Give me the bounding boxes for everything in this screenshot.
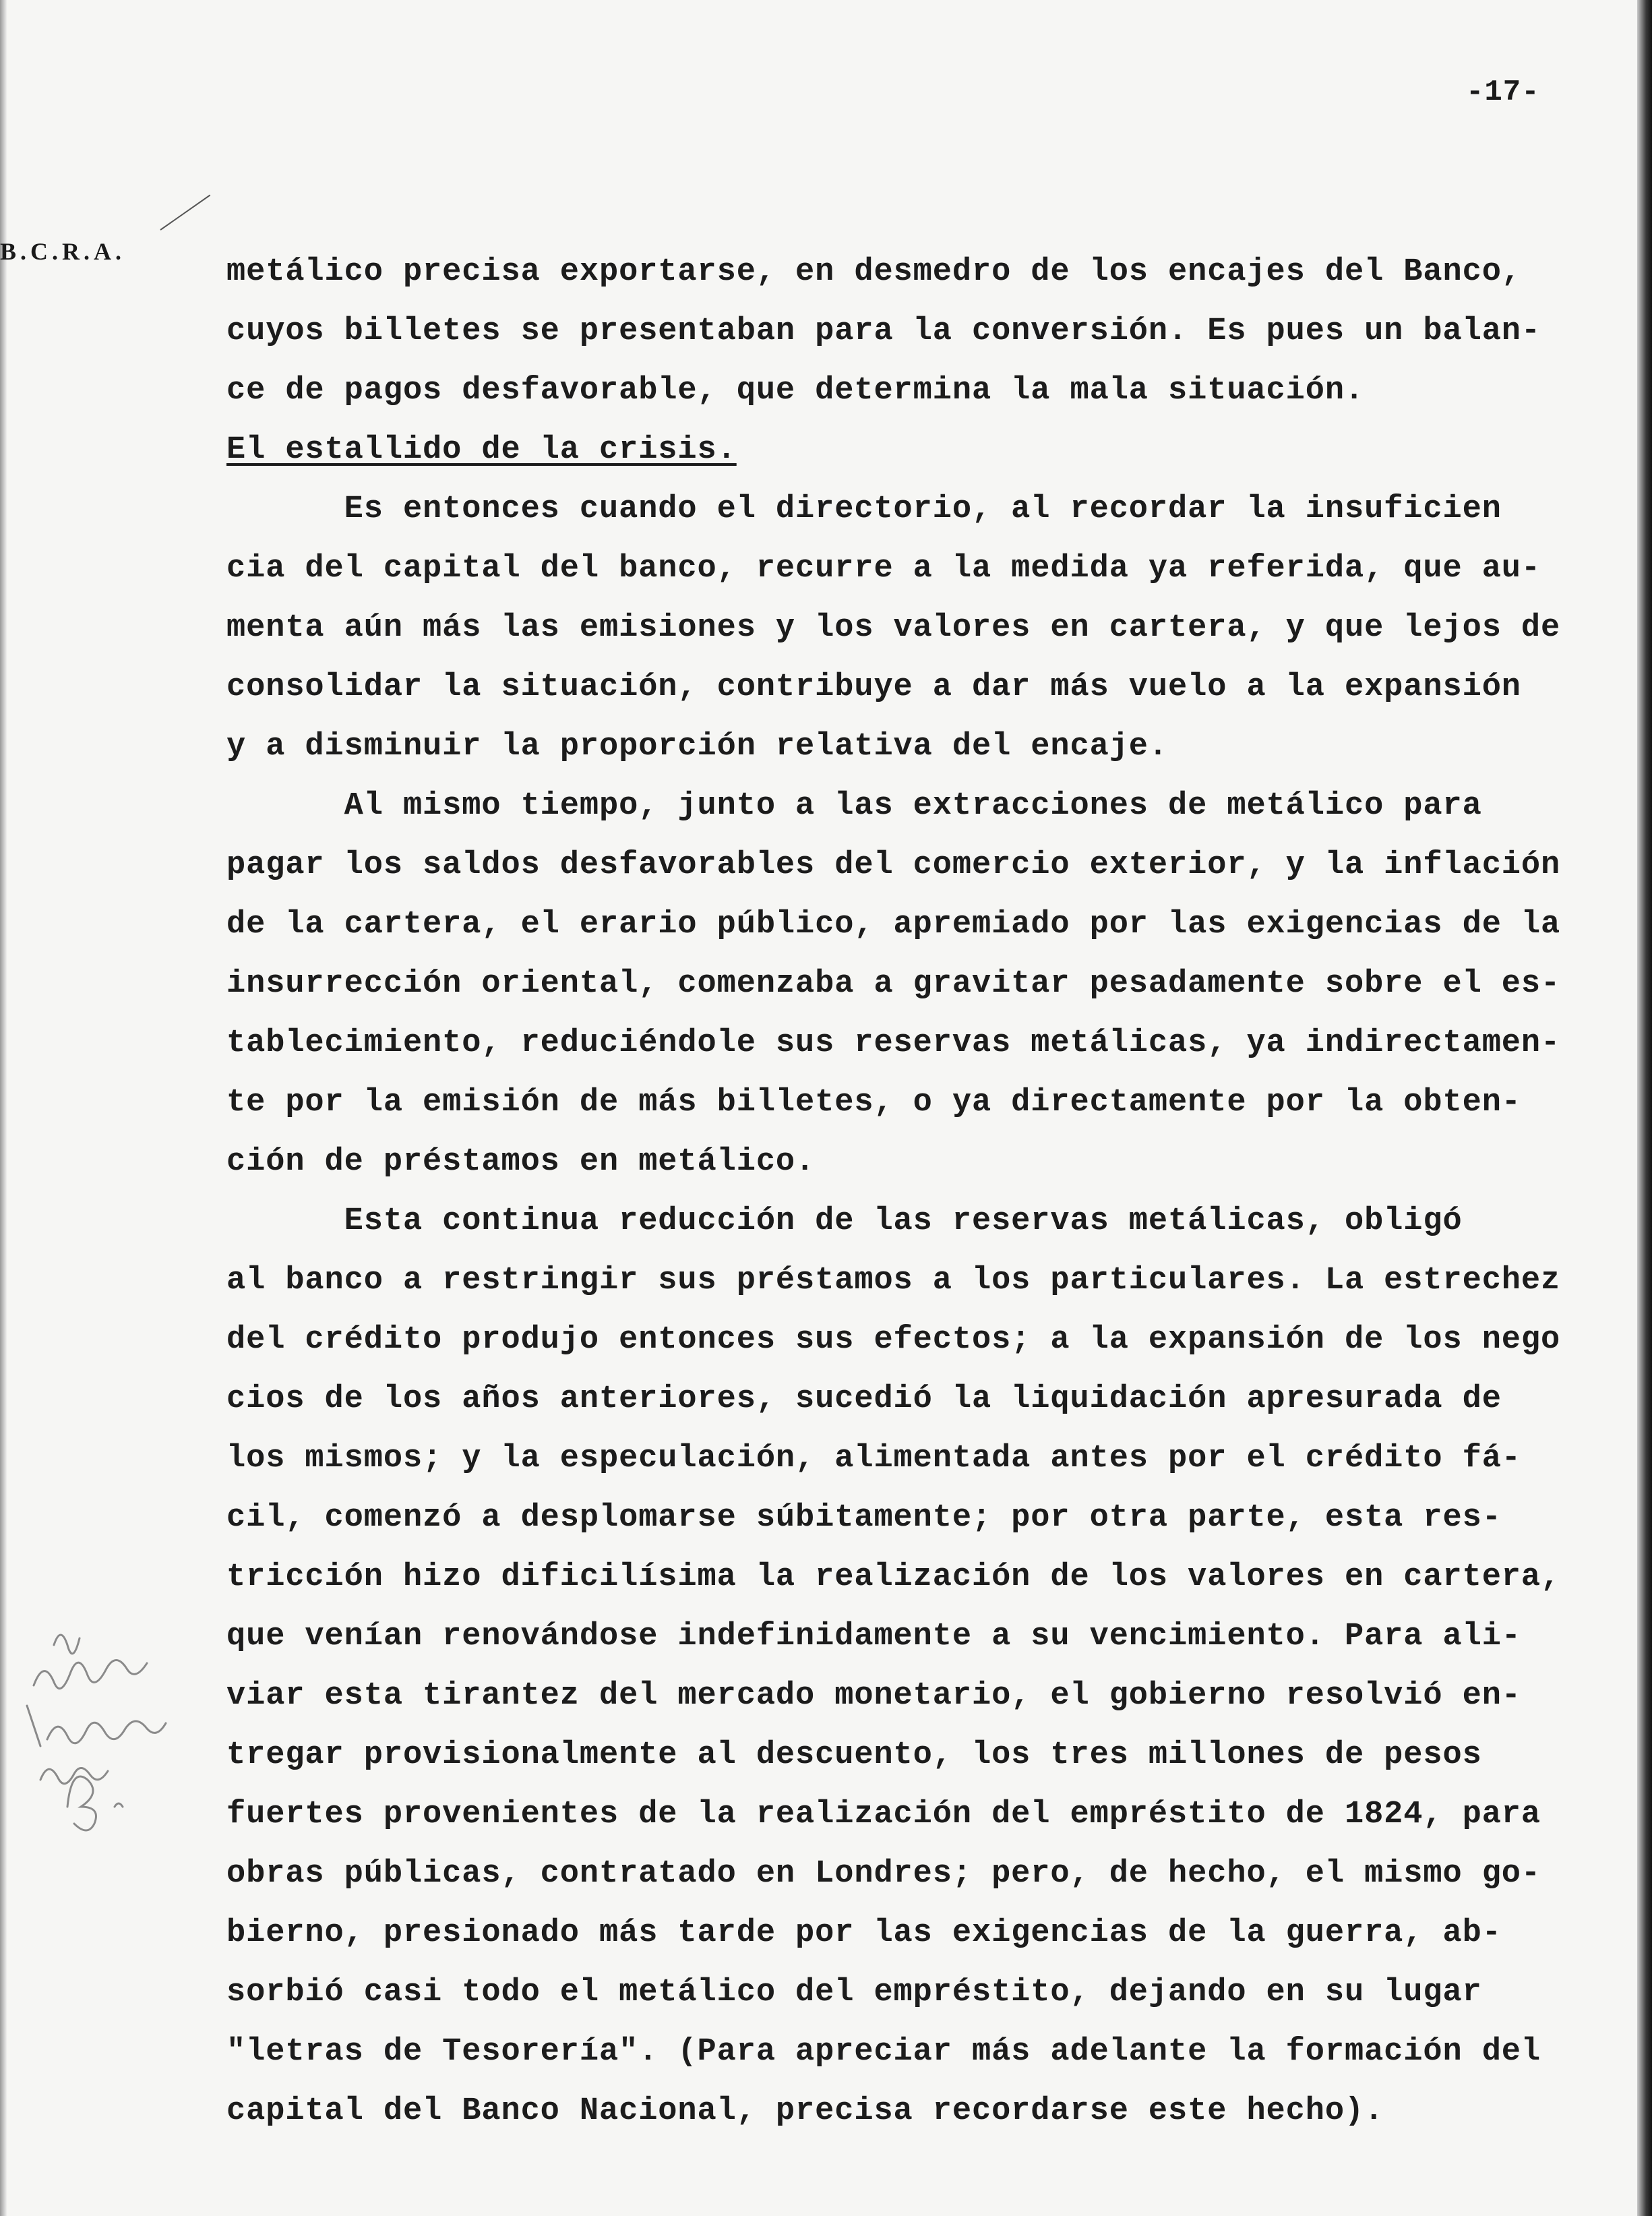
text-line: "letras de Tesorería". (Para apreciar más adelante la formación del <box>226 2034 1541 2070</box>
text-line: metálico precisa exportarse, en desmedro de los encajes del Banco, <box>226 254 1521 290</box>
text-line: y a disminuir la proporción relativa del encaje. <box>226 729 1169 765</box>
section-heading: El estallido de la crisis. <box>226 432 737 468</box>
scan-edge-right <box>1637 0 1652 2216</box>
bcra-stamp: B.C.R.A. <box>0 238 126 265</box>
text-line: cia del capital del banco, recurre a la medida ya referida, que au- <box>226 551 1541 587</box>
text-line: Esta continua reducción de las reservas metálicas, obligó <box>226 1203 1463 1239</box>
text-line: cil, comenzó a desplomarse súbitamente; por otra parte, esta res- <box>226 1500 1502 1536</box>
text-line: Al mismo tiempo, junto a las extracciones de metálico para <box>226 788 1482 824</box>
scan-edge-left <box>0 0 7 2216</box>
text-line: de la cartera, el erario público, apremiado por las exigencias de la <box>226 907 1561 942</box>
text-line: insurrección oriental, comenzaba a gravitar pesadamente sobre el es- <box>226 966 1561 1002</box>
text-line: los mismos; y la especulación, alimentada antes por el crédito fá- <box>226 1441 1521 1476</box>
handwritten-margin-note-icon <box>7 1605 222 1888</box>
text-line: pagar los saldos desfavorables del comercio exterior, y la inflación <box>226 847 1561 883</box>
text-line: tricción hizo dificilísima la realización de los valores en cartera, <box>226 1559 1561 1595</box>
handwritten-scribble-icon <box>7 1605 222 1888</box>
text-line: sorbió casi todo el metálico del empréstito, dejando en su lugar <box>226 1975 1482 2010</box>
section-heading-line <box>226 421 1622 480</box>
text-line: capital del Banco Nacional, precisa recordarse este hecho). <box>226 2093 1384 2129</box>
text-line: menta aún más las emisiones y los valores en cartera, y que lejos de <box>226 610 1561 646</box>
text-line: al banco a restringir sus préstamos a los particulares. La estrechez <box>226 1263 1561 1298</box>
text-line: te por la emisión de más billetes, o ya directamente por la obten- <box>226 1085 1521 1120</box>
text-line: tregar provisionalmente al descuento, los tres millones de pesos <box>226 1737 1482 1773</box>
text-line: Es entonces cuando el directorio, al recordar la insuficien <box>226 491 1502 527</box>
text-line: tablecimiento, reduciéndole sus reservas metálicas, ya indirectamen- <box>226 1025 1561 1061</box>
text-line: obras públicas, contratado en Londres; pero, de hecho, el mismo go- <box>226 1856 1541 1892</box>
text-line: cios de los años anteriores, sucedió la liquidación apresurada de <box>226 1381 1502 1417</box>
text-line: fuertes provenientes de la realización del empréstito de 1824, para <box>226 1797 1541 1832</box>
text-line: bierno, presionado más tarde por las exigencias de la guerra, ab- <box>226 1915 1502 1951</box>
text-line: ce de pagos desfavorable, que determina la mala situación. <box>226 373 1365 409</box>
text-line: del crédito produjo entonces sus efectos; a la expansión de los nego <box>226 1322 1561 1358</box>
text-line: consolidar la situación, contribuye a dar más vuelo a la expansión <box>226 669 1521 705</box>
stamp-slash-mark <box>160 195 210 231</box>
page-number: -17- <box>1466 76 1540 109</box>
text-line: ción de préstamos en metálico. <box>226 1144 816 1180</box>
text-line: viar esta tirantez del mercado monetario, el gobierno resolvió en- <box>226 1678 1521 1714</box>
text-line: cuyos billetes se presentaban para la conversión. Es pues un balan- <box>226 313 1541 349</box>
typed-body-text <box>226 243 1622 2141</box>
text-line: que venían renovándose indefinidamente a su vencimiento. Para ali- <box>226 1619 1521 1654</box>
